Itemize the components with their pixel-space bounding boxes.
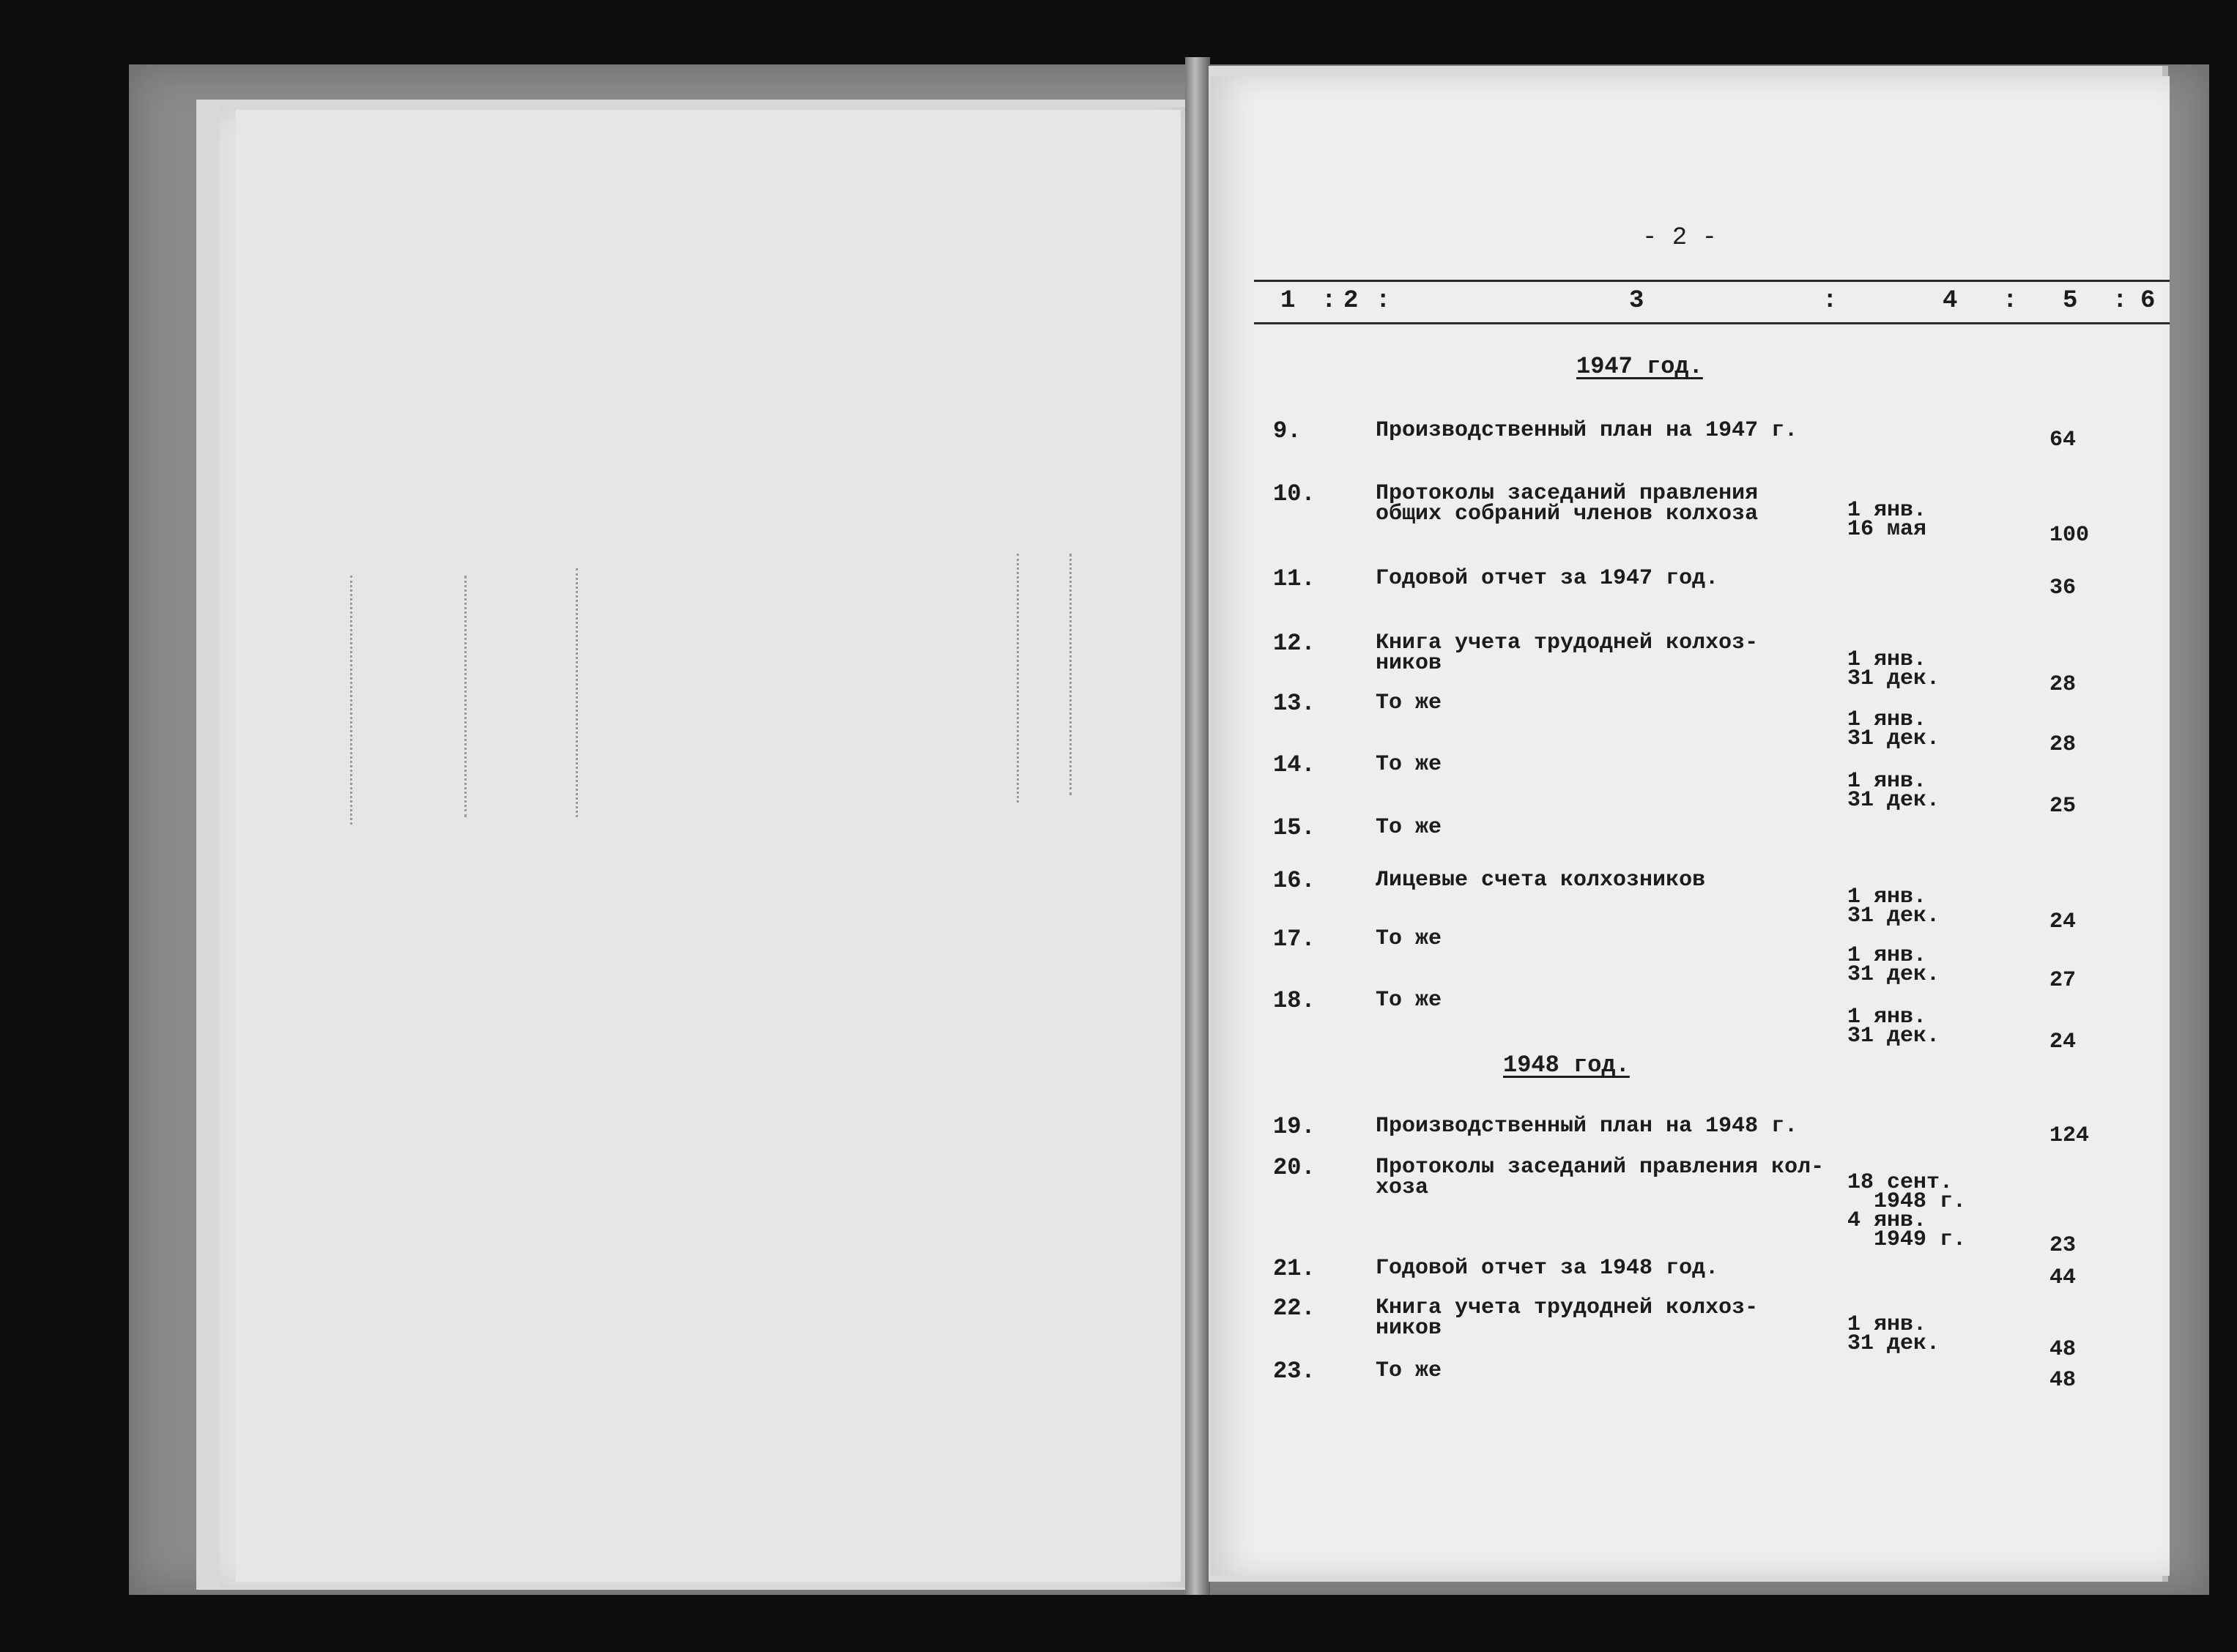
column-separator: :: [2003, 287, 2018, 315]
item-date: 1 янв.: [1847, 943, 1927, 968]
item-sheet-count: 24: [2049, 1030, 2077, 1054]
item-title: общих собраний членов колхоза: [1376, 502, 1759, 527]
item-date: 31 дек.: [1847, 726, 1940, 751]
column-number: 5: [2063, 287, 2078, 315]
item-sheet-count: 64: [2049, 428, 2077, 453]
header-rule-top: [1254, 280, 2170, 282]
item-sheet-count: 27: [2049, 968, 2077, 993]
item-number: 13.: [1273, 690, 1316, 717]
column-separator: :: [1822, 287, 1838, 315]
item-date: 1949 г.: [1847, 1227, 1967, 1252]
item-number: 12.: [1273, 630, 1316, 657]
item-sheet-count: 25: [2049, 794, 2077, 819]
item-number: 18.: [1273, 987, 1316, 1014]
item-number: 15.: [1273, 814, 1316, 841]
item-number: 16.: [1273, 867, 1316, 894]
bleed-through-dots: [464, 576, 467, 817]
item-date: 1948 г.: [1847, 1189, 1967, 1214]
left-page-inner-sheet: [236, 110, 1181, 1582]
item-title: То же: [1376, 926, 1442, 951]
item-number: 22.: [1273, 1295, 1316, 1322]
bleed-through-dots: [1017, 554, 1019, 803]
item-sheet-count: 44: [2049, 1265, 2077, 1290]
item-title: То же: [1376, 815, 1442, 840]
item-sheet-count: 48: [2049, 1337, 2077, 1362]
item-sheet-count: 100: [2049, 523, 2090, 548]
item-date: 18 сент.: [1847, 1170, 1954, 1195]
year-heading: 1948 год.: [1503, 1052, 1630, 1079]
item-sheet-count: 24: [2049, 909, 2077, 934]
item-title: Книга учета трудодней колхоз-: [1376, 1295, 1759, 1320]
item-title: ников: [1376, 1316, 1442, 1341]
item-date: 31 дек.: [1847, 962, 1940, 987]
column-separator: :: [1321, 287, 1337, 315]
item-date: 1 янв.: [1847, 1312, 1927, 1337]
item-date: 1 янв.: [1847, 885, 1927, 909]
item-number: 14.: [1273, 751, 1316, 778]
item-date: 1 янв.: [1847, 1005, 1927, 1030]
bleed-through-dots: [1069, 554, 1072, 795]
item-title: Производственный план на 1948 г.: [1376, 1114, 1798, 1139]
item-date: 31 дек.: [1847, 788, 1940, 813]
item-title: То же: [1376, 988, 1442, 1013]
column-separator: :: [2112, 287, 2128, 315]
right-page: [1210, 76, 2170, 1576]
item-number: 17.: [1273, 926, 1316, 953]
item-sheet-count: 23: [2049, 1233, 2077, 1258]
column-number: 1: [1280, 287, 1296, 315]
item-sheet-count: 124: [2049, 1123, 2090, 1148]
item-title: Лицевые счета колхозников: [1376, 868, 1706, 893]
item-number: 10.: [1273, 480, 1316, 507]
item-number: 21.: [1273, 1255, 1316, 1282]
item-title: Протоколы заседаний правления: [1376, 481, 1759, 506]
item-title: То же: [1376, 691, 1442, 715]
bleed-through-dots: [350, 576, 352, 825]
item-title: Годовой отчет за 1948 год.: [1376, 1256, 1719, 1281]
item-title: Протоколы заседаний правления кол-: [1376, 1155, 1825, 1180]
item-date: 31 дек.: [1847, 666, 1940, 691]
item-sheet-count: 28: [2049, 672, 2077, 697]
item-number: 11.: [1273, 565, 1316, 592]
item-title: хоза: [1376, 1175, 1429, 1200]
item-date: 31 дек.: [1847, 1024, 1940, 1049]
item-title: То же: [1376, 752, 1442, 777]
column-number: 4: [1943, 287, 1958, 315]
item-date: 4 янв.: [1847, 1208, 1927, 1233]
binding-spine: [1185, 57, 1210, 1595]
year-heading: 1947 год.: [1576, 353, 1703, 380]
item-sheet-count: 28: [2049, 732, 2077, 757]
column-number: 2: [1343, 287, 1359, 315]
item-date: 31 дек.: [1847, 1331, 1940, 1356]
item-sheet-count: 36: [2049, 576, 2077, 600]
item-title: Книга учета трудодней колхоз-: [1376, 630, 1759, 655]
item-sheet-count: 48: [2049, 1368, 2077, 1393]
item-date: 1 янв.: [1847, 647, 1927, 672]
bleed-through-dots: [576, 568, 578, 817]
item-number: 23.: [1273, 1358, 1316, 1385]
item-date: 1 янв.: [1847, 769, 1927, 794]
item-number: 19.: [1273, 1113, 1316, 1140]
item-date: 1 янв.: [1847, 707, 1927, 732]
item-number: 20.: [1273, 1154, 1316, 1181]
column-number: 6: [2140, 287, 2156, 315]
header-rule-bottom: [1254, 322, 2170, 324]
item-date: 16 мая: [1847, 517, 1927, 542]
item-date: 1 янв.: [1847, 498, 1927, 523]
column-separator: :: [1376, 287, 1391, 315]
item-number: 9.: [1273, 417, 1302, 444]
item-title: То же: [1376, 1358, 1442, 1383]
item-title: ников: [1376, 651, 1442, 676]
item-date: 31 дек.: [1847, 904, 1940, 929]
item-title: Производственный план на 1947 г.: [1376, 418, 1798, 443]
item-title: Годовой отчет за 1947 год.: [1376, 566, 1719, 591]
page-number: - 2 -: [1642, 224, 1718, 252]
column-number: 3: [1629, 287, 1644, 315]
